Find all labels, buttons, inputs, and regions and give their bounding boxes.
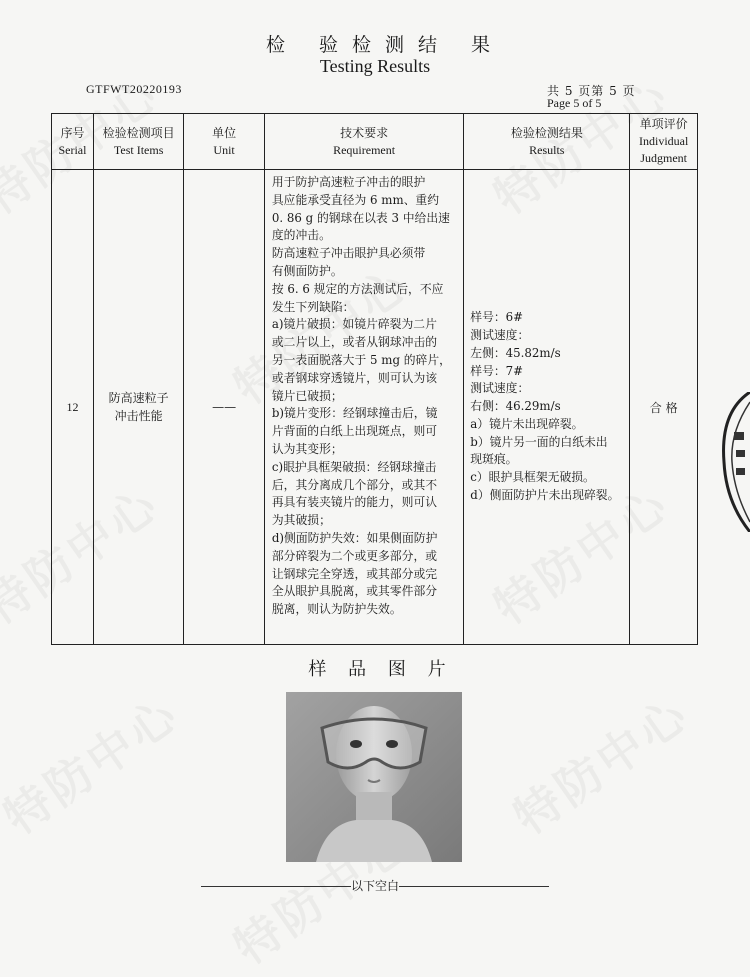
requirement-line: 为其破损； — [271, 513, 331, 528]
page-count-cn: 共 5 页第 5 页 — [547, 84, 636, 98]
requirement-line: 镜片已破损； — [271, 388, 343, 403]
requirement-line: 全从眼护具脱离，或其零件部分 — [271, 584, 438, 599]
requirement-line: 或二片以上，或者从钢球冲击的 — [271, 335, 438, 350]
requirement-cell — [264, 170, 463, 645]
unit-cell: —— — [184, 170, 265, 645]
result-line: 测试速度： — [470, 381, 530, 396]
result-line: 样号：7# — [470, 363, 524, 378]
result-line: 测试速度： — [470, 327, 530, 342]
requirement-line: 部分碎裂为二个或更多部分，或 — [271, 548, 438, 563]
sample-photo — [286, 692, 462, 862]
divider-right — [399, 886, 549, 887]
requirement-line: 另一表面脱落大于 5 mg 的碎片， — [271, 352, 451, 367]
result-line: a）镜片未出现碎裂。 — [470, 416, 584, 431]
page-title-cn: 检 验检测结 果 — [265, 34, 505, 56]
watermark — [499, 679, 701, 848]
report-number: GTFWT20220193 — [86, 82, 182, 96]
requirement-line: d)侧面防护失效：如果侧面防护 — [271, 530, 438, 545]
requirement-line: a)镜片破损：如镜片碎裂为二片 — [271, 317, 437, 332]
page-title-en: Testing Results — [319, 56, 431, 76]
col-header-unit: 单位 Unit — [184, 114, 265, 170]
requirement-line: 用于防护高速粒子冲击的眼护 — [271, 175, 426, 189]
requirement-line: 防高速粒子冲击眼护具必须带 — [271, 246, 426, 261]
page-count-en: Page 5 of 5 — [547, 96, 602, 110]
requirement-line: 或者钢球穿透镜片，则可认为该 — [271, 370, 438, 385]
result-line: b）镜片另一面的白纸未出 — [470, 434, 608, 449]
requirement-line: 发生下列缺陷： — [271, 299, 355, 314]
col-header-test-items: 检验检测项目 Test Items — [93, 114, 183, 170]
requirement-line: c)眼护具框架破损：经钢球撞击 — [271, 459, 437, 474]
result-line: c）眼护具框架无破损。 — [470, 470, 595, 485]
requirement-line: 认为其变形； — [271, 441, 343, 456]
requirement-line: 后，其分离成几个部分，或其不 — [271, 477, 438, 492]
col-header-results: 检验检测结果 Results — [464, 114, 630, 170]
table-row — [52, 170, 698, 645]
sample-photo-title: 样 品 图 片 — [308, 659, 454, 680]
result-line: 右侧：46.29m/s — [470, 399, 561, 414]
judgment-cell: 合 格 — [630, 170, 698, 645]
result-line: 现斑痕。 — [470, 452, 518, 467]
table-header-row — [52, 114, 698, 170]
requirement-line: b)镜片变形：经钢球撞击后，镜 — [271, 406, 438, 421]
col-header-requirement: 技术要求 Requirement — [264, 114, 463, 170]
requirement-line: 按 6. 6 规定的方法测试后，不应 — [271, 281, 444, 296]
test-item-cell: 防高速粒子 冲击性能 — [93, 170, 183, 645]
results-cell — [464, 170, 630, 645]
col-header-judgment: 单项评价 Individual Judgment — [630, 114, 698, 170]
requirement-line: 再具有装夹镜片的能力，则可认 — [271, 495, 438, 510]
result-line: 样号：6# — [470, 310, 524, 325]
end-text: 以下空白 — [350, 879, 399, 893]
end-of-report — [0, 877, 750, 894]
requirement-line: 让钢球完全穿透，或其部分或完 — [271, 566, 438, 581]
requirement-line: 度的冲击。 — [271, 228, 331, 243]
watermark — [0, 679, 191, 848]
seal-stamp-fragment — [716, 392, 750, 532]
requirement-line: 脱离，则认为防护失效。 — [271, 602, 402, 617]
serial-cell: 12 — [52, 170, 94, 645]
result-line: d）侧面防护片未出现碎裂。 — [470, 488, 620, 503]
results-table — [51, 113, 698, 645]
result-line: 左侧：45.82m/s — [470, 345, 561, 360]
requirement-line: 具应能承受直径为 6 mm、重约 — [271, 192, 440, 207]
requirement-line: 0. 86 g 的钢球在以表 3 中给出速 — [271, 210, 450, 225]
goggles-on-mannequin-image — [286, 692, 462, 862]
divider-left — [201, 886, 351, 887]
col-header-serial: 序号 Serial — [52, 114, 94, 170]
requirement-line: 片背面的白纸上出现斑点，则可 — [271, 424, 438, 439]
requirement-line: 有侧面防护。 — [271, 263, 343, 278]
